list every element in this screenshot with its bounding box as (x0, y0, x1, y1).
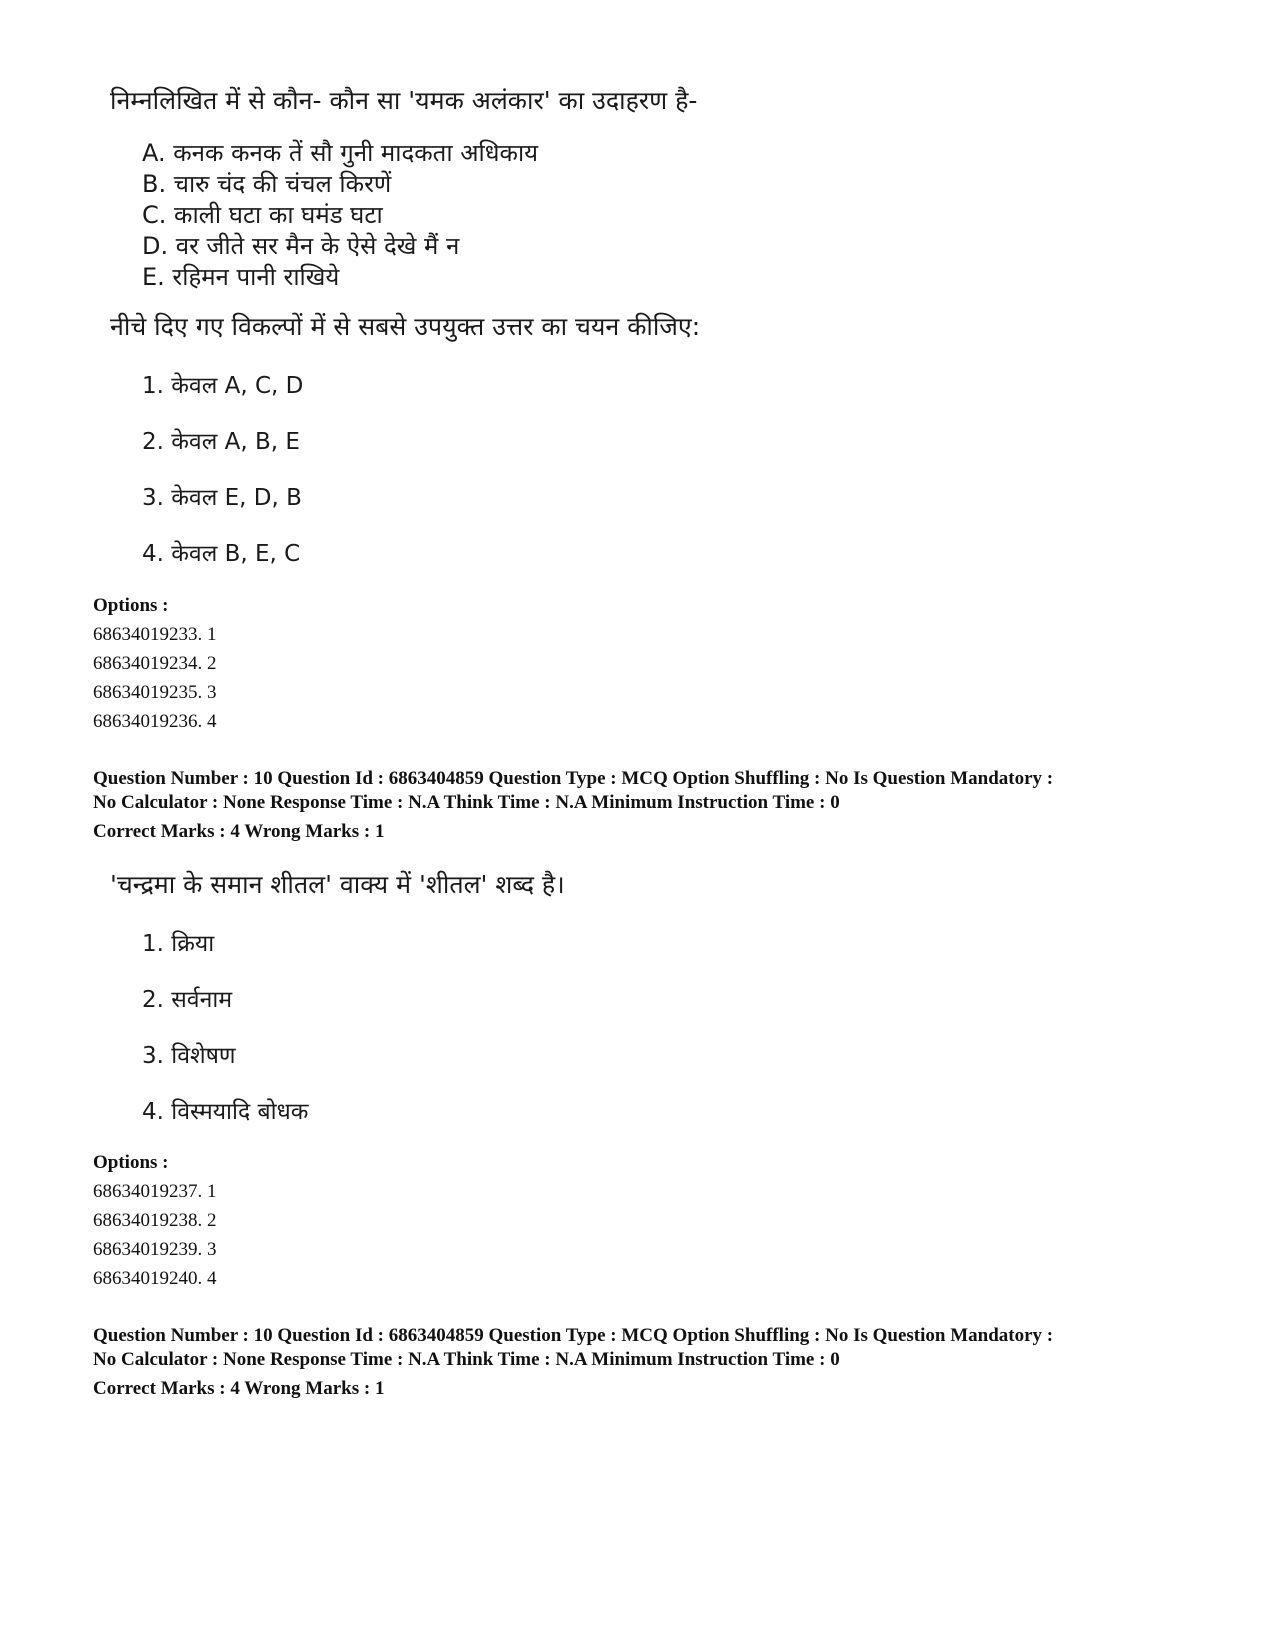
option-row: 68634019233. 1 (93, 624, 217, 645)
meta-line-1: Question Number : 10 Question Id : 6863404859 Question Type : MCQ Option Shuffling : No Is Question Mandatory : (93, 768, 1054, 789)
marks-line: Correct Marks : 4 Wrong Marks : 1 (93, 1378, 385, 1399)
statement-c: C. काली घटा का घमंड घटा (142, 201, 383, 229)
choice-2: 2. केवल A, B, E (142, 429, 300, 455)
choice-4: 4. विस्मयादि बोधक (142, 1099, 309, 1125)
options-block-1 (93, 591, 217, 736)
marks-line: Correct Marks : 4 Wrong Marks : 1 (93, 821, 385, 842)
question-2-stem: 'चन्द्रमा के समान शीतल' वाक्य में 'शीतल' शब्द है। (110, 870, 565, 899)
choice-1: 1. केवल A, C, D (142, 373, 304, 399)
option-row: 68634019236. 4 (93, 711, 217, 732)
meta-line-1: Question Number : 10 Question Id : 6863404859 Question Type : MCQ Option Shuffling : No Is Question Mandatory : (93, 1325, 1054, 1346)
question-meta-1 (93, 767, 1203, 844)
choice-1: 1. क्रिया (142, 931, 215, 957)
question-1-image (110, 86, 910, 596)
options-label: Options : (93, 595, 169, 616)
options-block-2 (93, 1148, 217, 1293)
meta-line-2: No Calculator : None Response Time : N.A Think Time : N.A Minimum Instruction Time : 0 (93, 792, 840, 813)
statement-d: D. वर जीते सर मैन के ऐसे देखे मैं न (142, 232, 460, 260)
choice-4: 4. केवल B, E, C (142, 541, 301, 567)
question-1-statements (110, 138, 538, 293)
question-2-image (110, 870, 910, 1130)
question-1-instruction: नीचे दिए गए विकल्पों में से सबसे उपयुक्त उत्तर का चयन कीजिए: (110, 312, 701, 341)
option-row: 68634019240. 4 (93, 1268, 217, 1289)
statement-e: E. रहिमन पानी राखिये (142, 263, 340, 291)
option-row: 68634019237. 1 (93, 1181, 217, 1202)
choice-2: 2. सर्वनाम (142, 987, 233, 1013)
option-row: 68634019235. 3 (93, 682, 217, 703)
question-1-stem: निम्नलिखित में से कौन- कौन सा 'यमक अलंकार' का उदाहरण है- (110, 86, 698, 115)
options-label: Options : (93, 1152, 169, 1173)
meta-line-2: No Calculator : None Response Time : N.A Think Time : N.A Minimum Instruction Time : 0 (93, 1349, 840, 1370)
option-row: 68634019239. 3 (93, 1239, 217, 1260)
choice-3: 3. विशेषण (142, 1043, 236, 1069)
option-row: 68634019238. 2 (93, 1210, 217, 1231)
statement-b: B. चारु चंद की चंचल किरणें (142, 170, 392, 198)
option-row: 68634019234. 2 (93, 653, 217, 674)
choice-3: 3. केवल E, D, B (142, 485, 302, 511)
statement-a: A. कनक कनक तें सौ गुनी मादकता अधिकाय (142, 139, 539, 167)
question-meta-2 (93, 1324, 1203, 1401)
